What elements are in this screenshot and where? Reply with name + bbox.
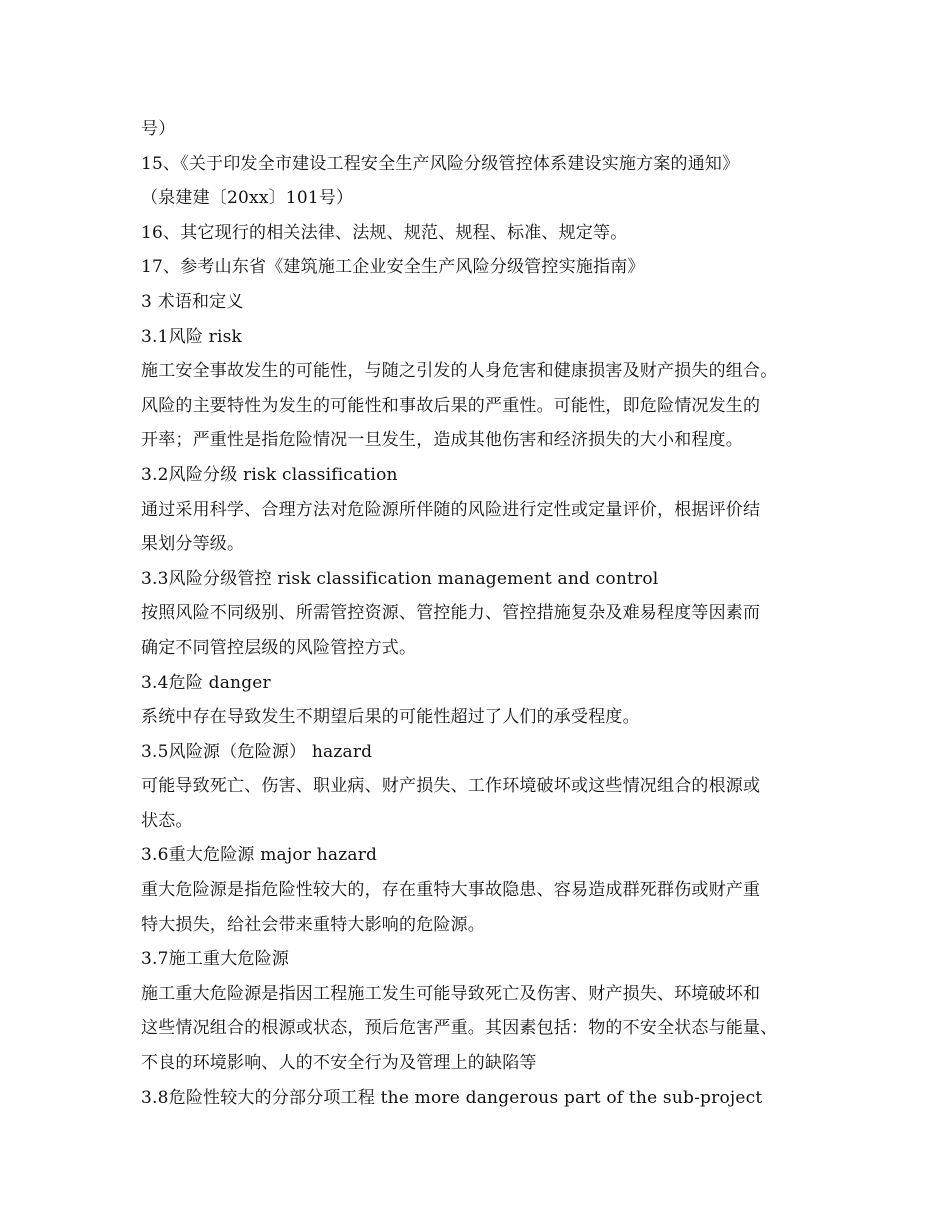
text-line: 施工重大危险源是指因工程施工发生可能导致死亡及伤害、财产损失、环境破坏和 [141,983,761,1004]
text-line: 按照风险不同级别、所需管控资源、管控能力、管控措施复杂及难易程度等因素而 [141,603,761,624]
text-line: 16、其它现行的相关法律、法规、规范、规程、标准、规定等。 [141,222,628,243]
text-line: 确定不同管控层级的风险管控方式。 [141,637,417,658]
document-body [141,112,831,1115]
text-line: 这些情况组合的根源或状态，预后危害严重。其因素包括：物的不安全状态与能量、 [141,1018,778,1039]
text-line: 15、《关于印发全市建设工程安全生产风险分级管控体系建设实施方案的通知》 [141,153,740,174]
term-heading: 3.5风险源（危险源） hazard [141,741,373,762]
term-heading: 3.6重大危险源 major hazard [141,845,378,866]
text-line: 通过采用科学、合理方法对危险源所伴随的风险进行定性或定量评价，根据评价结 [141,499,761,520]
term-heading: 3.3风险分级管控 risk classification management and control [141,568,659,589]
text-line: 状态。 [141,810,193,831]
text-line: 17、参考山东省《建筑施工企业安全生产风险分级管控实施指南》 [141,257,645,278]
section-heading: 3 术语和定义 [141,291,244,312]
text-line: 风险的主要特性为发生的可能性和事故后果的严重性。可能性，即危险情况发生的 [141,395,761,416]
text-line: 重大危险源是指危险性较大的，存在重特大事故隐患、容易造成群死群伤或财产重 [141,880,761,901]
term-heading: 3.8危险性较大的分部分项工程 the more dangerous part of the sub-project [141,1087,763,1108]
term-heading: 3.4危险 danger [141,672,271,693]
term-heading: 3.7施工重大危险源 [141,949,290,970]
term-heading: 3.1风险 risk [141,326,243,347]
text-line: 开率；严重性是指危险情况一旦发生，造成其他伤害和经济损失的大小和程度。 [141,430,743,451]
text-line: （泉建建〔20xx〕101号） [141,188,354,209]
text-line: 果划分等级。 [141,534,245,555]
text-line: 系统中存在导致发生不期望后果的可能性超过了人们的承受程度。 [141,707,640,728]
text-line: 施工安全事故发生的可能性，与随之引发的人身危害和健康损害及财产损失的组合。 [141,361,778,382]
text-line: 特大损失，给社会带来重特大影响的危险源。 [141,914,485,935]
text-line: 不良的环境影响、人的不安全行为及管理上的缺陷等 [141,1053,537,1074]
text-line: 号） [141,119,176,139]
text-line: 可能导致死亡、伤害、职业病、财产损失、工作环境破坏或这些情况组合的根源或 [141,776,761,797]
term-heading: 3.2风险分级 risk classification [141,464,398,485]
